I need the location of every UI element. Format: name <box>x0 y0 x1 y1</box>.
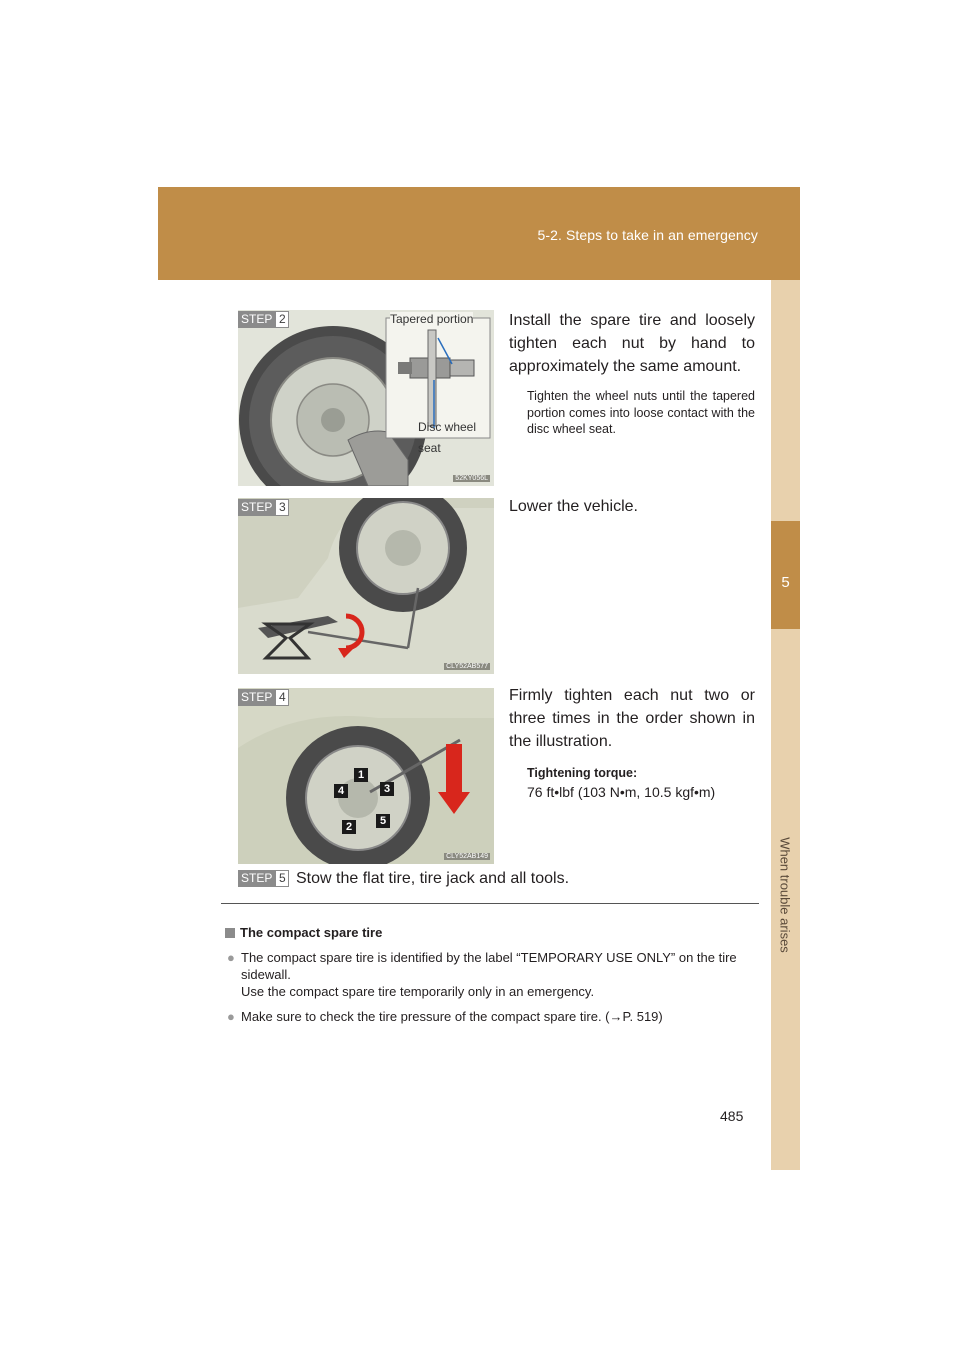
chapter-title: When trouble arises <box>777 837 793 953</box>
step2-note: Tighten the wheel nuts until the tapered portion comes into loose contact with the disc wheel seat. <box>527 389 755 436</box>
tighten-nuts-illustration <box>238 688 494 864</box>
circle-bullet-icon: ● <box>227 1009 235 1024</box>
lower-vehicle-drawing <box>238 498 494 674</box>
nut-order-badge: 1 <box>354 768 368 782</box>
note-item: ● Make sure to check the tire pressure of the compact spare tire. (→P. 519) <box>227 1009 663 1024</box>
nut-order-badge: 2 <box>342 820 356 834</box>
label-disc-wheel-seat: seat <box>418 441 441 455</box>
step-badge-2: STEP 2 <box>238 311 289 328</box>
section-header <box>158 187 800 280</box>
note-item: ● The compact spare tire is identified by the label “TEMPORARY USE ONLY” on the tire sidewall. Use the compact spare tire temporarily only in an emergency. <box>227 950 737 999</box>
figure-code: CLY52AB577 <box>446 663 488 670</box>
chapter-strip <box>771 280 800 1170</box>
nut-order-badge: 5 <box>376 814 390 828</box>
nut-order-badge: 3 <box>380 782 394 796</box>
spare-tire-illustration <box>238 310 494 486</box>
torque-label: Tightening torque: <box>527 766 638 780</box>
page-number: 485 <box>720 1108 744 1124</box>
label-disc-wheel: Disc wheel <box>418 420 477 434</box>
step-badge-3: STEP 3 <box>238 499 289 516</box>
step-badge-5: STEP 5 <box>238 870 289 887</box>
torque-value: 76 ft•lbf (103 N•m, 10.5 kgf•m) <box>527 784 716 800</box>
notes-section <box>225 924 760 1025</box>
step2-instruction: Install the spare tire and loosely tighten each nut by hand to approximately the same amount. <box>509 312 755 375</box>
spare-tire-drawing <box>238 310 494 486</box>
step4-instruction: Firmly tighten each nut two or three times in the order shown in the illustration. <box>509 687 755 750</box>
section-title: 5-2. Steps to take in an emergency <box>537 227 758 243</box>
lower-vehicle-illustration <box>238 498 494 674</box>
step5-instruction: Stow the flat tire, tire jack and all tools. <box>296 870 570 887</box>
section-divider <box>221 903 759 904</box>
circle-bullet-icon: ● <box>227 950 235 965</box>
step3-instruction: Lower the vehicle. <box>509 498 638 515</box>
step-badge-4: STEP 4 <box>238 689 289 706</box>
chapter-number: 5 <box>781 574 790 591</box>
notes-title: The compact spare tire <box>225 924 760 941</box>
nut-order-badge: 4 <box>334 784 348 798</box>
label-tapered-portion: Tapered portion <box>390 312 474 326</box>
figure-code: 52KY056L <box>455 475 488 482</box>
figure-code: CLY52AB149 <box>446 853 488 860</box>
square-bullet-icon <box>225 928 235 938</box>
